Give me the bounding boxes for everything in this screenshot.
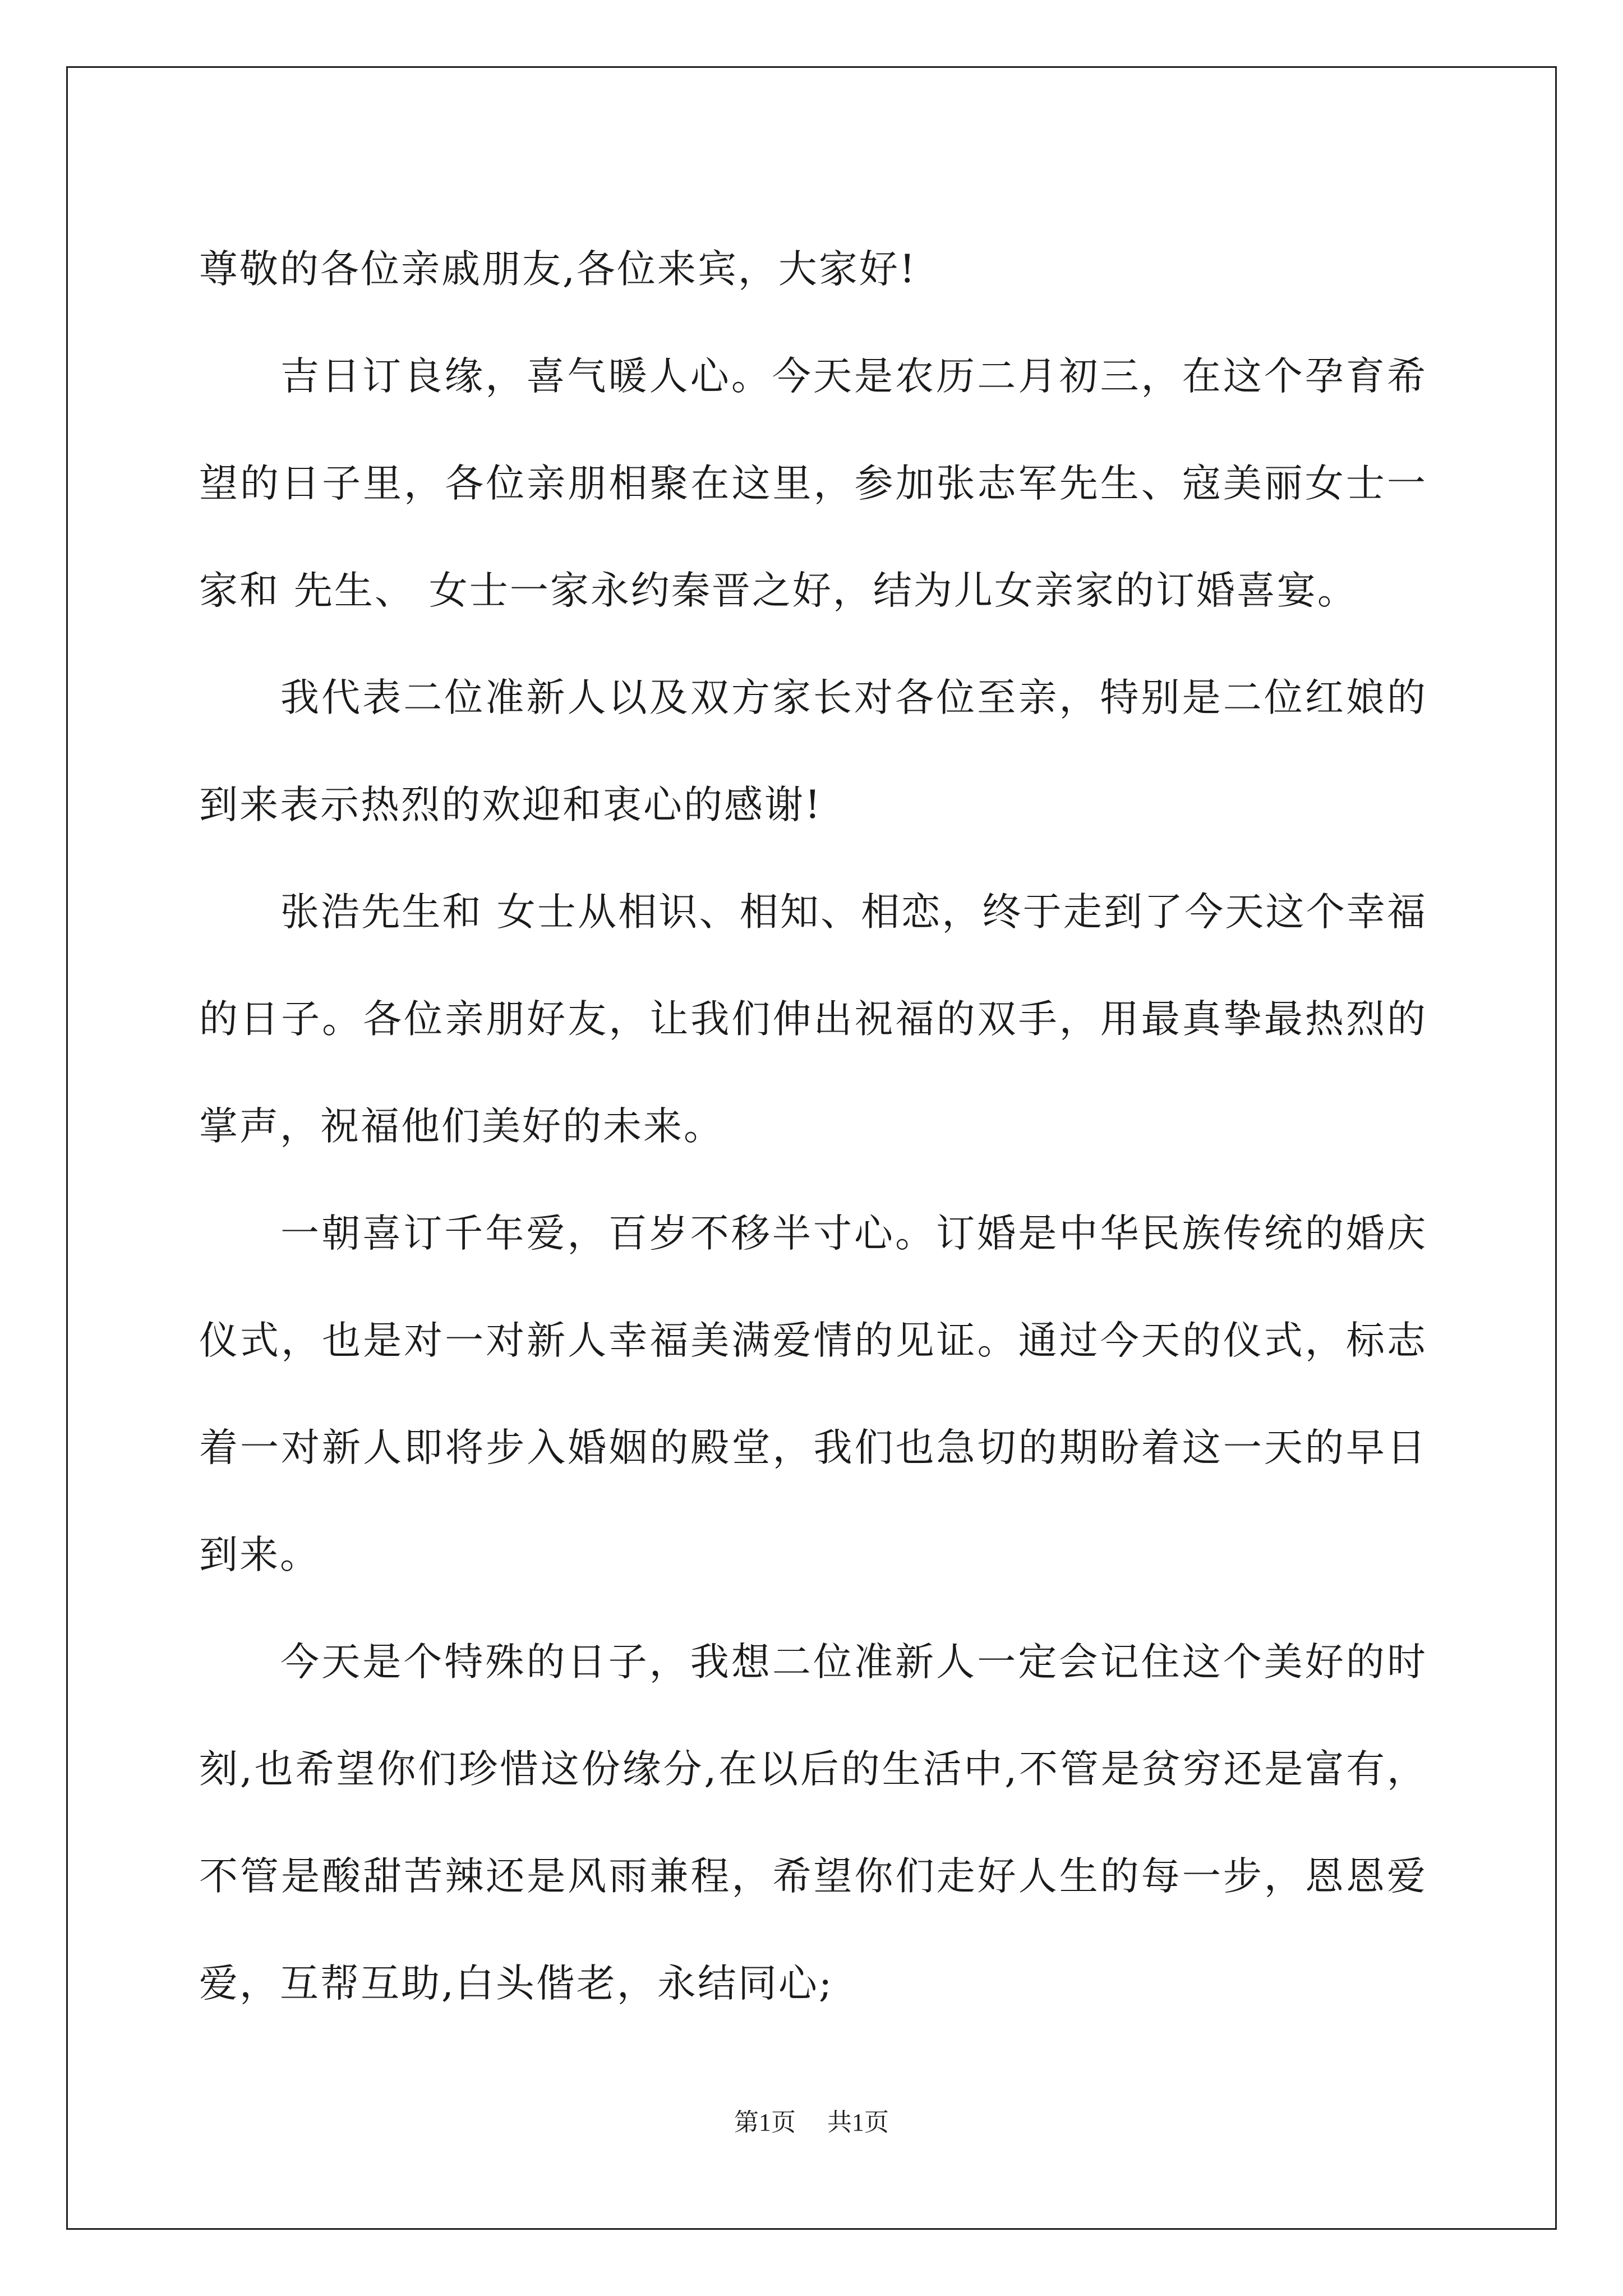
body-paragraph: 今天是个特殊的日子，我想二位准新人一定会记住这个美好的时刻,也希望你们珍惜这份缘分,在以后的生活中,不管是贫穷还是富有，不管是酸甜苦辣还是风雨兼程，希望你们走好人生的每一步，恩恩爱爱，互帮互助,白头偕老，永结同心; [199, 1640, 1427, 2006]
body-paragraph: 吉日订良缘，喜气暖人心。今天是农历二月初三，在这个孕育希望的日子里，各位亲朋相聚在这里，参加张志军先生、寇美丽女士一家和 先生、 女士一家永约秦晋之好，结为儿女亲家的订婚喜宴。 [199, 354, 1427, 613]
page-total: 共1页 [827, 2109, 889, 2136]
greeting-paragraph: 尊敬的各位亲戚朋友,各位来宾，大家好! [199, 247, 917, 292]
page-footer [0, 2106, 1623, 2139]
body-paragraph: 张浩先生和 女士从相识、相知、相恋，终于走到了今天这个幸福的日子。各位亲朋好友，让我们伸出祝福的双手，用最真挚最热烈的掌声，祝福他们美好的未来。 [199, 890, 1427, 1149]
body-paragraph: 我代表二位准新人以及双方家长对各位至亲，特别是二位红娘的到来表示热烈的欢迎和衷心的感谢! [199, 675, 1427, 827]
page-number: 第1页 [734, 2109, 796, 2136]
body-paragraph: 一朝喜订千年爱，百岁不移半寸心。订婚是中华民族传统的婚庆仪式，也是对一对新人幸福美满爱情的见证。通过今天的仪式，标志着一对新人即将步入婚姻的殿堂，我们也急切的期盼着这一天的早日到来。 [199, 1211, 1427, 1577]
document-body [199, 216, 1427, 2037]
